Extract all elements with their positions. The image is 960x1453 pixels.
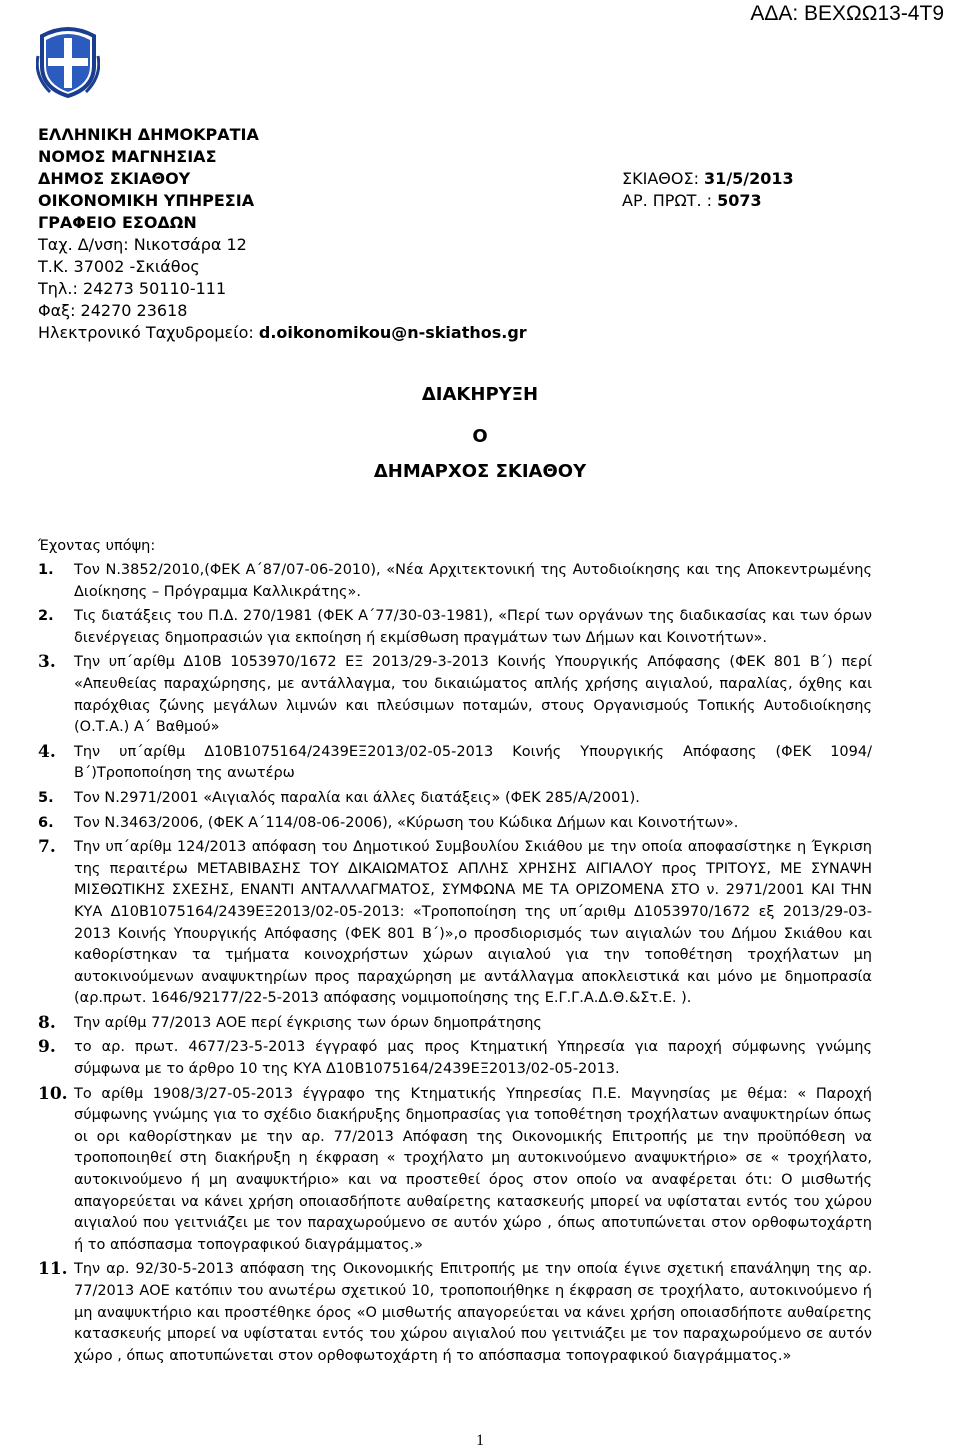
email-label: Ηλεκτρονικό Ταχυδρομείο: [38, 323, 259, 342]
postcode: Τ.Κ. 37002 -Σκιάθος [38, 257, 200, 276]
date-line [622, 168, 794, 190]
date-label: ΣΚΙΑΘΟΣ: [622, 169, 705, 188]
item-number: 4. [38, 741, 56, 762]
phone: Τηλ.: 24273 50110-111 [38, 279, 227, 298]
item-text: Τις διατάξεις του Π.Δ. 270/1981 (ΦΕΚ Α΄77/30-03-1981), «Περί των οργάνων της διαδικασίας και των όρων διενέργειας δημοπρασιών για εκποίηση ή εκμίσθωση πραγμάτων των Δήμων και Κοινοτήτων». [74, 608, 872, 646]
item-text: Την υπ΄αρίθμ Δ10Β1075164/2439ΕΞ2013/02-05-2013 Κοινής Υπουργικής Απόφασης (ΦΕΚ 1094/Β΄)Τροποποίηση της ανωτέρω [74, 743, 872, 782]
prefecture: ΝΟΜΟΣ ΜΑΓΝΗΣΙΑΣ [38, 147, 217, 166]
protocol-value: 5073 [717, 191, 762, 210]
mayor-title: ΔΗΜΑΡΧΟΣ ΣΚΙΑΘΟΥ [373, 461, 587, 482]
item-number: 5. [38, 789, 54, 806]
list-item [38, 606, 872, 649]
list-item [38, 560, 872, 603]
item-text: Τον Ν.3852/2010,(ΦΕΚ Α΄87/07-06-2010), «Νέα Αρχιτεκτονική της Αυτοδιοίκησης και της Αποκεντρωμένης Διοίκησης – Πρόγραμμα Καλλικράτης». [74, 562, 872, 600]
list-item [38, 1037, 872, 1080]
list-item [38, 742, 872, 785]
item-number: 1. [38, 562, 54, 578]
greek-emblem-icon [36, 26, 100, 98]
item-text: Την υπ΄αρίθμ Δ10Β 1053970/1672 ΕΞ 2013/29-3-2013 Κοινής Υπουργικής Απόφασης (ΦΕΚ 801 Β΄) περί «Απευθείας παραχώρησης, με αντάλλαγμα, του δικαιώματος απλής χρήσης αιγιαλού, παραλίας, όχθης και παρόχθιας ζώνης μεγάλων λιμνών και πλεύσιμων ποταμών, στους Οργανισμούς Τοπικής Αυτοδιοίκησης (Ο.Τ.Α.) Α΄ Βαθμού» [74, 654, 872, 736]
ada-code: ΑΔΑ: ΒΕΧΩΩ13-4Τ9 [750, 2, 944, 25]
list-item [38, 1013, 872, 1035]
item-number: 11. [38, 1259, 68, 1280]
item-text: Την αρίθμ 77/2013 ΑΟΕ περί έγκρισης των όρων δημοπράτησης [74, 1014, 542, 1031]
considerations-list [38, 560, 872, 1370]
item-number: 3. [38, 652, 56, 673]
document-meta [622, 168, 794, 212]
list-item [38, 1259, 872, 1367]
protocol-label: ΑΡ. ΠΡΩΤ. : [622, 191, 718, 210]
declaration-title: ΔΙΑΚΗΡΥΞΗ [421, 384, 539, 405]
item-text: Την υπ΄αρίθμ 124/2013 απόφαση του Δημοτικού Συμβουλίου Σκιάθου με την οποία αποφασίστηκε η Έγκριση της περαιτέρω ΜΕΤΑΒΙΒΑΣΗΣ ΤΟΥ ΔΙΚΑΙΩΜΑΤΟΣ ΑΠΛΗΣ ΧΡΗΣΗΣ ΑΙΓΙΑΛΟΥ προς ΤΡΙΤΟΥΣ, ΜΕ ΣΥΝΑΨΗ ΜΙΣΘΩΤΙΚΗΣ ΣΧΕΣΗΣ, ΕΝΑΝΤΙ ΑΝΤΑΛΛΑΓΜΑΤΟΣ, ΣΥΜΦΩΝΑ ΜΕ ΤΑ ΟΡΙΖΟΜΕΝΑ ΣΤΟ ν. 2971/2001 ΚΑΙ ΤΗΝ ΚΥΑ Δ10Β1075164/2439ΕΞ2013/02-05-2013: «Τροποποίηση της υπ΄αριθμ Δ1053970/1672 εξ 2013/29-03-2013 Κοινής Υπουργικής Απόφασης (ΦΕΚ 801 Β΄)»,ο προσδιορισμός των αιγιαλών του Δήμου Σκιάθου και καθορίστηκαν τα τμήματα κοινοχρήστων χώρων αιγιαλού για την τοποθέτηση τροχήλατων μη αυτοκινούμενων αναψυκτηρίων προς παραχώρηση με αντάλλαγμα αποκλειστικά και μόνο με δημοπρασία (αρ.πρωτ. 1646/92177/22-5-2013 απόφασης νομιμοποίησης της Ε.Γ.Γ.Α.Δ.Θ.&Στ.Ε. ). [74, 839, 872, 1007]
fax: Φαξ: 24270 23618 [38, 301, 188, 320]
considering-heading: Έχοντας υπόψη: [38, 538, 156, 554]
list-item [38, 788, 872, 810]
list-item [38, 1084, 872, 1257]
item-number: 10. [38, 1083, 68, 1104]
email-link[interactable]: d.oikonomikou@n-skiathos.gr [258, 323, 527, 342]
item-text: το αρ. πρωτ. 4677/23-5-2013 έγγραφό μας προς Κτηματική Υπηρεσία για παροχή σύμφωνης γνώμης σύμφωνα με το άρθρο 10 της ΚΥΑ Δ10Β1075164/2439ΕΞ2013/02-05-2013. [74, 1039, 872, 1078]
email-line [38, 322, 527, 344]
item-number: 9. [38, 1037, 56, 1058]
sender-block [38, 124, 527, 344]
list-item [38, 837, 872, 1010]
item-text: Την αρ. 92/30-5-2013 απόφαση της Οικονομικής Επιτροπής με την οποία έγινε σχετική επανάληψη της αρ. 77/2013 ΑΟΕ κατόπιν του ανωτέρω σχετικού 10, τροποποιήθηκε η έκφραση σε τροχήλατο, αυτοκινούμενο ή μη αναψυκτήριο και προστέθηκε όρος «Ο μισθωτής απαγορεύεται να κάνει χρήση οποιασδήποτε αυθαίρετης κατασκευής μπορεί να υφίσταται εντός του χώρου αιγιαλού που γειτνιάζει με τον παραχωρούμενο σε αυτόν χώρο , όπως αποτυπώνεται στον ορθοφωτοχάρτη ή το απόσπασμα τοπογραφικού διαγράμματος.» [74, 1261, 872, 1364]
item-text: Το αρίθμ 1908/3/27-05-2013 έγγραφο της Κτηματικής Υπηρεσίας Π.Ε. Μαγνησίας με θέμα: « Παροχή σύμφωνης γνώμης για το σχέδιο διακήρυξης δημοπρασίας για τοποθέτηση τροχήλατων αναψυκτηρίων όπως οι ορι καθορίστηκαν με την αρ. 77/2013 Απόφαση της Οικονομικής Επιτροπής με την προϋπόθεση να τροποποιηθεί στη διακήρυξη η έκφραση « τροχήλατο μη αυτοκινούμενο αναψυκτήριο» σε « τροχήλατο, αυτοκινούμενο ή μη αναψυκτήριο» και να προστεθεί όρος στον οποίο να αναφέρεται ότι: Ο μισθωτής απαγορεύεται να κάνει χρήση οποιασδήποτε αυθαίρετης κατασκευής μπορεί να υφίσταται εντός του χώρου αιγιαλού που γειτνιάζει με τον παραχωρούμενο σε αυτόν χώρο , όπως αποτυπώνεται στον ορθοφωτοχάρτη ή το απόσπασμα τοπογραφικού διαγράμματος.» [74, 1085, 872, 1253]
item-number: 6. [38, 814, 54, 831]
office: ΓΡΑΦΕΙΟ ΕΣΟΔΩΝ [38, 213, 197, 232]
item-number: 2. [38, 608, 54, 625]
list-item [38, 813, 872, 835]
protocol-line [622, 190, 794, 212]
item-text: Τον Ν.2971/2001 «Αιγιαλός παραλία και άλλες διατάξεις» (ΦΕΚ 285/Α/2001). [74, 789, 640, 806]
municipality: ΔΗΜΟΣ ΣΚΙΑΘΟΥ [38, 169, 191, 188]
address: Ταχ. Δ/νση: Νικοτσάρα 12 [38, 235, 247, 254]
item-number: 8. [38, 1012, 56, 1033]
service: ΟΙΚΟΝΟΜΙΚΗ ΥΠΗΡΕΣΙΑ [38, 191, 255, 210]
page-number: 1 [476, 1432, 484, 1449]
date-value: 31/5/2013 [704, 169, 794, 188]
item-number: 7. [38, 837, 56, 858]
item-text: Τον Ν.3463/2006, (ΦΕΚ Α΄114/08-06-2006), «Κύρωση του Κώδικα Δήμων και Κοινοτήτων». [74, 814, 739, 831]
article-title: Ο [472, 426, 488, 447]
republic: ΕΛΛΗΝΙΚΗ ΔΗΜΟΚΡΑΤΙΑ [38, 125, 259, 144]
list-item [38, 652, 872, 738]
